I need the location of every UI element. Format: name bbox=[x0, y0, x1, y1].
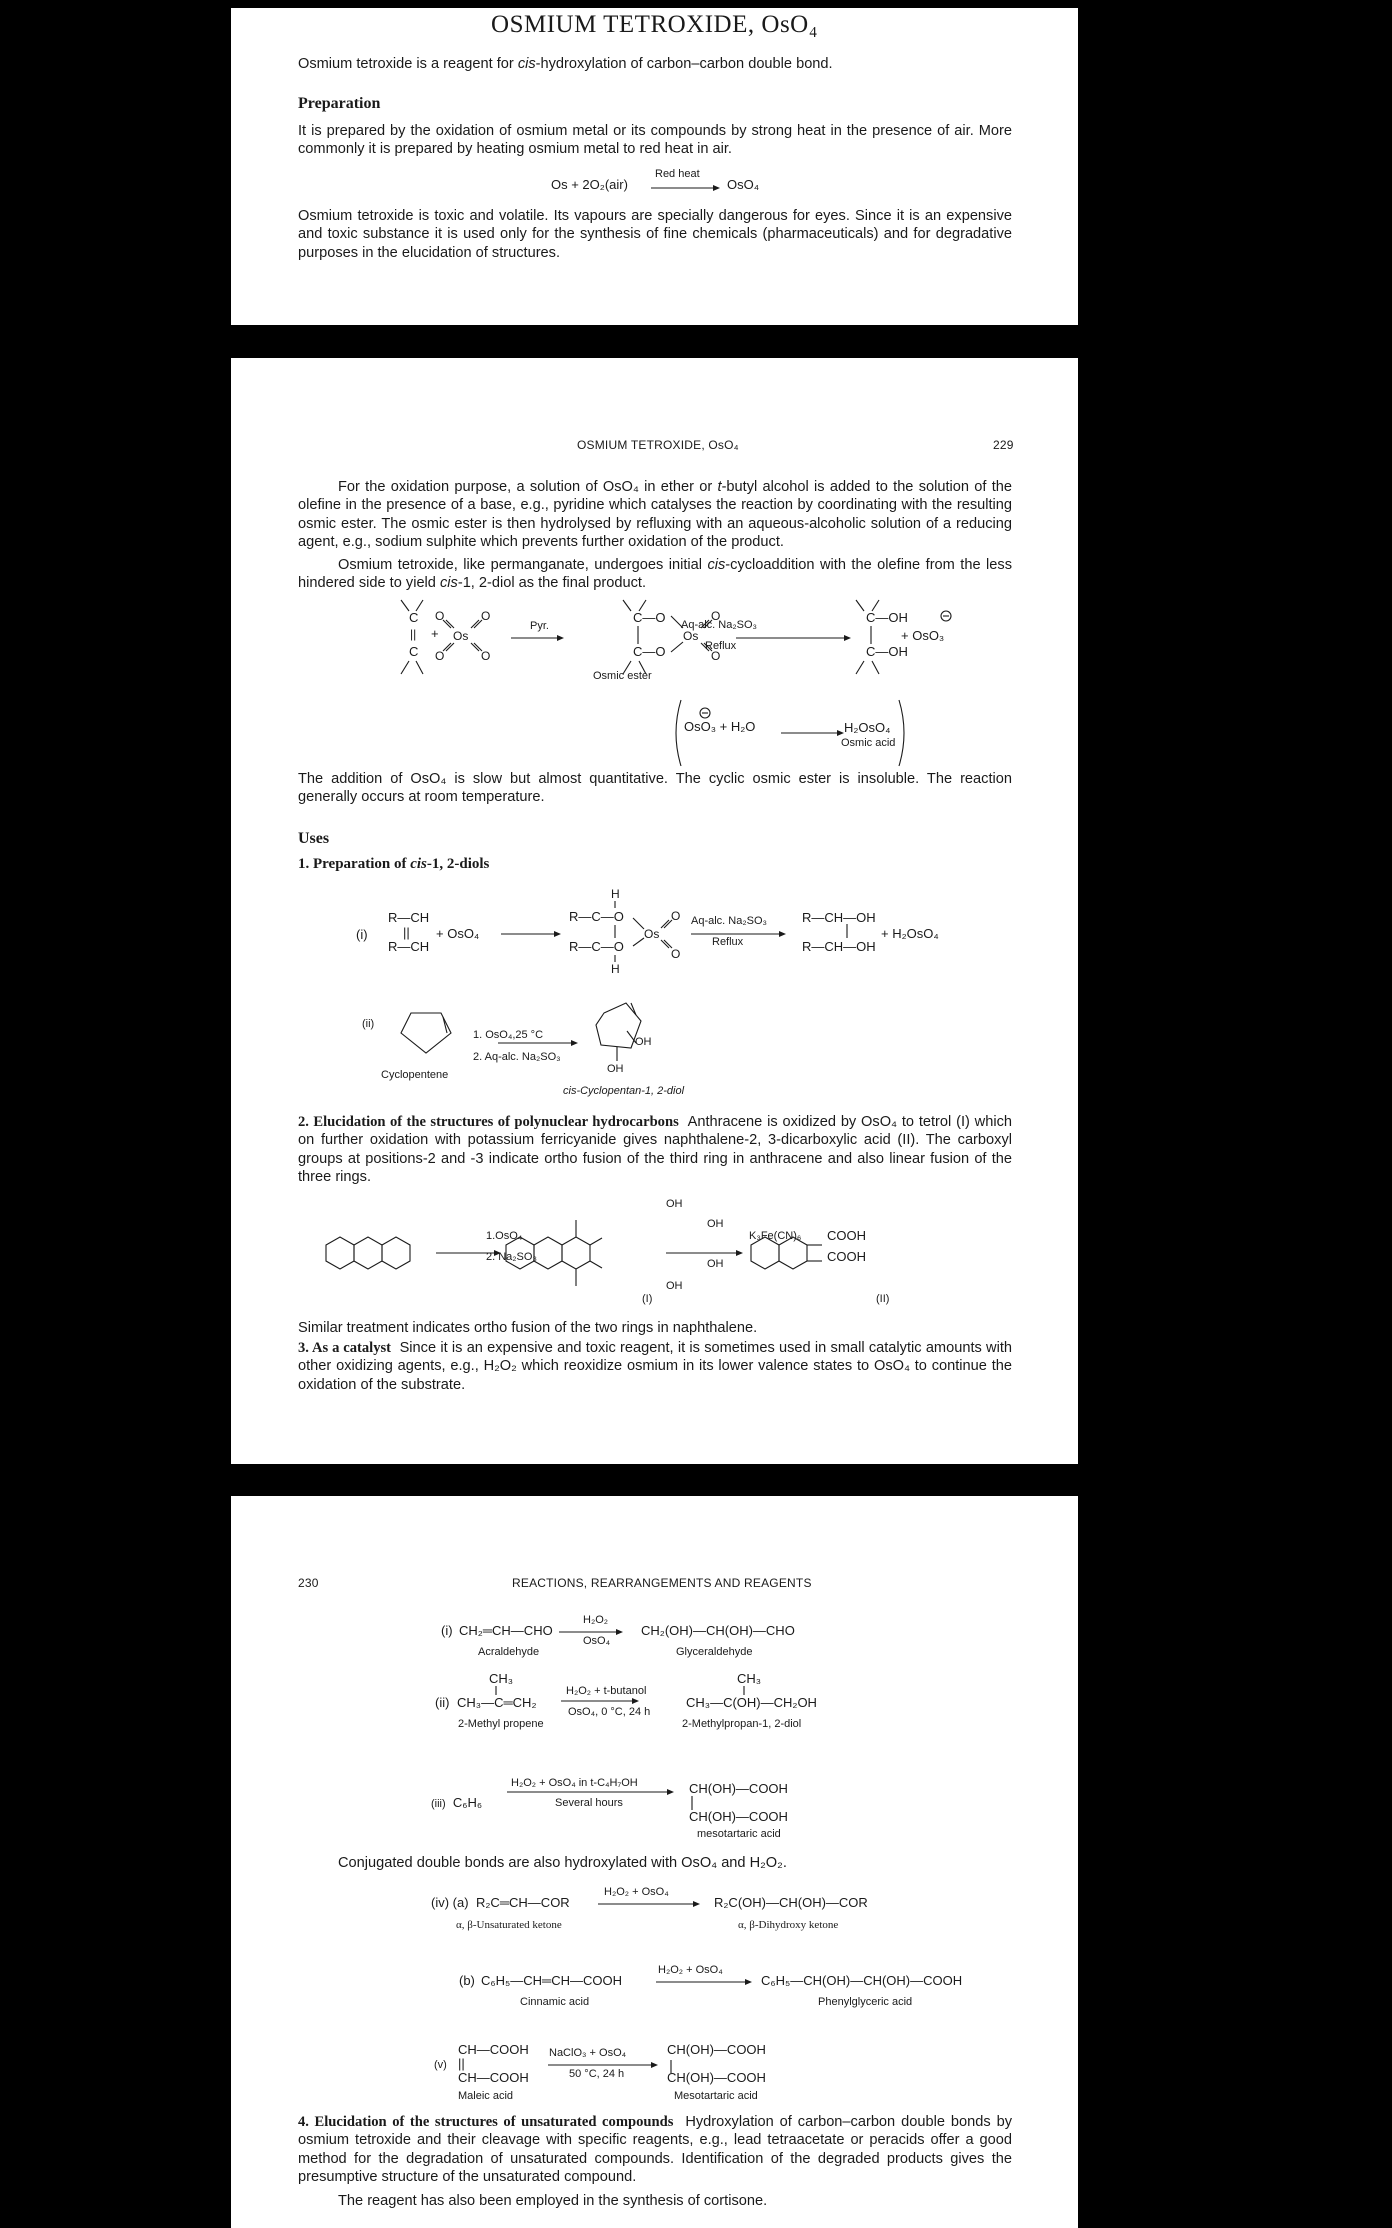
double-bond: || bbox=[458, 2056, 465, 2071]
rxn-v-label: (v) bbox=[434, 2059, 447, 2071]
conjugated-text: Conjugated double bonds are also hydroxylated with OsO₄ and H₂O₂. bbox=[338, 1855, 787, 1871]
rxn-iii-top: H₂O₂ + OsO₄ in t-C₄H₇OH bbox=[511, 1777, 638, 1789]
rxn-ii-bottom: OsO₄, 0 °C, 24 h bbox=[568, 1706, 651, 1718]
svg-text:C: C bbox=[409, 610, 419, 625]
osmium-trioxide-byproduct: + OsO₃ bbox=[901, 628, 945, 643]
alkene-bottom: R—CH bbox=[388, 939, 430, 954]
svg-text:Os: Os bbox=[453, 629, 469, 643]
glyceraldehyde-label: Glyceraldehyde bbox=[676, 1646, 753, 1658]
oh-label: OH bbox=[666, 1198, 683, 1210]
rxn-iv-b-reactant: C₆H₅—CH═CH—COOH bbox=[481, 1973, 623, 1988]
dihydroxy-ketone-label: α, β-Dihydroxy ketone bbox=[738, 1919, 839, 1931]
hydrolysis-left: OsO₃ + H₂O bbox=[684, 719, 756, 734]
equation-right: OsO₄ bbox=[727, 177, 760, 192]
cooh-label: COOH bbox=[827, 1249, 866, 1264]
svg-text:+: + bbox=[431, 626, 439, 641]
cyclopentan-diol-label: cis-Cyclopentan-1, 2-diol bbox=[563, 1085, 685, 1097]
unsaturated-ketone-label: α, β-Unsaturated ketone bbox=[456, 1919, 562, 1931]
use1-conditions: Aq-alc. Na₂SO₃ bbox=[691, 915, 767, 927]
use1-reflux: Reflux bbox=[712, 936, 744, 948]
cyclopentene-label: Cyclopentene bbox=[381, 1069, 449, 1081]
use1-heading: 1. Preparation of cis-1, 2-diols bbox=[298, 856, 490, 872]
methylpropan-diol-label: 2-Methylpropan-1, 2-diol bbox=[682, 1718, 802, 1730]
svg-text:C—OH: C—OH bbox=[866, 610, 908, 625]
oh-label: OH bbox=[635, 1036, 652, 1048]
label-i: (i) bbox=[356, 927, 368, 942]
cooh-label: COOH bbox=[827, 1228, 866, 1243]
rxn-v-product-top: CH(OH)—COOH bbox=[667, 2042, 766, 2057]
equation-left: Os + 2O₂(air) bbox=[551, 177, 628, 192]
equation-condition: Red heat bbox=[655, 168, 700, 180]
svg-text:C—O: C—O bbox=[633, 610, 666, 625]
use3-paragraph: 3. As a catalyst Since it is an expensive and toxic reagent, it is sometimes used in small catalytic amounts with other oxidizing agents, e.g., H₂O₂ which reoxidize osmium in its lower valence states to OsO₄ to continue the oxidation of the substrate. bbox=[298, 1340, 1013, 1393]
svg-text:O: O bbox=[711, 609, 721, 623]
rxn-i-top: H₂O₂ bbox=[583, 1614, 609, 1626]
svg-text:H: H bbox=[611, 887, 620, 901]
phenylglyceric-acid-label: Phenylglyceric acid bbox=[818, 1996, 913, 2008]
methyl-label: CH₃ bbox=[489, 1671, 514, 1686]
oh-label: OH bbox=[666, 1280, 683, 1292]
rxn-i-bottom: OsO₄ bbox=[583, 1635, 611, 1647]
cortisone-text: The reagent has also been employed in the synthesis of cortisone. bbox=[338, 2193, 768, 2209]
svg-text:||: || bbox=[410, 627, 417, 641]
running-head: REACTIONS, REARRANGEMENTS AND REAGENTS bbox=[512, 1576, 812, 1590]
mesotartaric-label: mesotartaric acid bbox=[697, 1828, 781, 1840]
double-bond: || bbox=[403, 925, 410, 940]
intro-text: Osmium tetroxide is a reagent for cis-hydroxylation of carbon–carbon double bond. bbox=[298, 56, 833, 72]
svg-text:C: C bbox=[409, 644, 419, 659]
rxn-ii-label: (ii) bbox=[435, 1695, 450, 1710]
acraldehyde-label: Acraldehyde bbox=[478, 1646, 540, 1658]
cinnamic-acid-label: Cinnamic acid bbox=[520, 1996, 590, 2008]
scheme2-step2: 2. Na₂SO₃ bbox=[486, 1251, 537, 1263]
diacid-label: (II) bbox=[876, 1293, 890, 1305]
maleic-acid-label: Maleic acid bbox=[458, 2090, 514, 2102]
running-head: OSMIUM TETROXIDE, OsO₄ bbox=[577, 438, 739, 452]
osmic-acid-formula: H₂OsO₄ bbox=[844, 720, 891, 735]
label-ii: (ii) bbox=[362, 1018, 375, 1030]
step1-label: 1. OsO₄,25 °C bbox=[473, 1029, 544, 1041]
diol-top: R—CH—OH bbox=[802, 910, 876, 925]
reflux-label: Reflux bbox=[705, 640, 737, 652]
page-title: OSMIUM TETROXIDE, OsO₄ bbox=[491, 11, 818, 38]
paragraph-addition: The addition of OsO₄ is slow but almost quantitative. The cyclic osmic ester is insoluble. The reaction generally occurs at room temperature. bbox=[298, 771, 1012, 806]
svg-text:O: O bbox=[435, 609, 445, 623]
mesotartaric-acid-label: Mesotartaric acid bbox=[674, 2090, 758, 2102]
use1-scheme bbox=[501, 878, 1021, 978]
svg-text:O: O bbox=[671, 947, 681, 961]
scheme2-reagent: K₃Fe(CN)₆ bbox=[749, 1230, 802, 1242]
page-number: 229 bbox=[993, 438, 1014, 452]
rxn-iii-label: (iii) C₆H₆ bbox=[431, 1795, 483, 1810]
rxn-iv-b-label: (b) bbox=[459, 1973, 475, 1988]
diol-bottom: R—CH—OH bbox=[802, 939, 876, 954]
rxn-ii-top: H₂O₂ + t-butanol bbox=[566, 1685, 647, 1697]
page-1 bbox=[231, 8, 1078, 325]
rxn-iv-b-product: C₆H₅—CH(OH)—CH(OH)—COOH bbox=[761, 1973, 963, 1988]
reagent-label: Aq-alc. Na₂SO₃ bbox=[681, 619, 757, 631]
osmic-ester-label: Osmic ester bbox=[593, 670, 652, 682]
svg-text:O: O bbox=[481, 649, 491, 663]
svg-text:R—C—O: R—C—O bbox=[569, 909, 624, 924]
rxn-iv-a-label: (iv) (a) bbox=[431, 1895, 469, 1910]
preparation-heading: Preparation bbox=[298, 95, 381, 112]
preparation-text: It is prepared by the oxidation of osmium metal or its compounds by strong heat in the presence of air. More commonly it is prepared by heating osmium metal to red heat in air. bbox=[298, 123, 1012, 158]
scheme2-step1: 1.OsO₄ bbox=[486, 1230, 523, 1242]
paragraph-oxidation: For the oxidation purpose, a solution of OsO₄ in ether or t-butyl alcohol is added to the solution of the olefine in the presence of a base, e.g., pyridine which catalyses the reaction by coordinating with the resulting osmic ester. The osmic ester is then hydrolysed by refluxing with an aqueous-alcoholic solution of a reducing agent, e.g., sodium sulphite which prevents further oxidation of the product. bbox=[298, 479, 1012, 550]
rxn-v-product-bottom: CH(OH)—COOH bbox=[667, 2070, 766, 2085]
rxn-i-reactant: CH₂═CH—CHO bbox=[459, 1623, 553, 1638]
rxn-iii-product-top: CH(OH)—COOH bbox=[689, 1781, 788, 1796]
rxn-ii-reactant: CH₃—C═CH₂ bbox=[457, 1695, 537, 1710]
svg-text:O: O bbox=[481, 609, 491, 623]
oh-label: OH bbox=[707, 1258, 724, 1270]
methyl-propene-label: 2-Methyl propene bbox=[458, 1718, 544, 1730]
rxn-v-reactant-top: CH—COOH bbox=[458, 2042, 529, 2057]
oh-label: OH bbox=[607, 1063, 624, 1075]
use4-paragraph: 4. Elucidation of the structures of unsaturated compounds Hydroxylation of carbon–carbon double bonds by osmium tetroxide and their cleavage with specific reagents, e.g., lead tetraacetate or peracids offer a good method for the degradation of unsaturated compounds. Identification of the degraded products gives the presumptive structure of the unsaturated compound. bbox=[298, 2114, 1013, 2185]
svg-text:H: H bbox=[611, 962, 620, 976]
paragraph-cycloaddition: Osmium tetroxide, like permanganate, undergoes initial cis-cycloaddition with the olefine from the less hindered side to yield cis-1, 2-diol as the final product. bbox=[298, 557, 1012, 592]
rxn-iv-a-top: H₂O₂ + OsO₄ bbox=[604, 1886, 669, 1898]
rxn-iii-product-bottom: CH(OH)—COOH bbox=[689, 1809, 788, 1824]
tetrol-label: (I) bbox=[642, 1293, 653, 1305]
rxn-i-label: (i) bbox=[441, 1623, 453, 1638]
svg-text:O: O bbox=[671, 909, 681, 923]
similar-text: Similar treatment indicates ortho fusion of the two rings in naphthalene. bbox=[298, 1320, 758, 1336]
page-2 bbox=[231, 358, 1078, 1464]
scheme-osmic-ester bbox=[391, 598, 951, 678]
rxn-iv-b-top: H₂O₂ + OsO₄ bbox=[658, 1964, 723, 1976]
svg-text:O: O bbox=[711, 649, 721, 663]
use2-paragraph: 2. Elucidation of the structures of polynuclear hydrocarbons Anthracene is oxidized by OsO₄ to tetrol (I) which on further oxidation with potassium ferricyanide gives naphthalene-2, 3-dicarboxylic acid (II). The carboxyl groups at positions-2 and -3 indicate ortho fusion of the third ring in anthracene and also linear fusion of the three rings. bbox=[298, 1114, 1012, 1185]
toxicity-text: Osmium tetroxide is toxic and volatile. Its vapours are specially dangerous for eyes. Since it is an expensive and toxic substance it is used only for the synthesis of fine chemicals (pharmaceuticals) and for degradative purposes in the elucidation of structures. bbox=[298, 208, 1012, 261]
alkene-top: R—CH bbox=[388, 910, 430, 925]
rxn-v-reactant-bottom: CH—COOH bbox=[458, 2070, 529, 2085]
step2-label: 2. Aq-alc. Na₂SO₃ bbox=[473, 1051, 561, 1063]
svg-text:R—C—O: R—C—O bbox=[569, 939, 624, 954]
rxn-iii-bottom: Several hours bbox=[555, 1797, 623, 1809]
oh-label: OH bbox=[707, 1218, 724, 1230]
rxn-v-top: NaClO₃ + OsO₄ bbox=[549, 2047, 627, 2059]
reaction-arrow bbox=[651, 184, 721, 192]
osmic-acid-byproduct: + H₂OsO₄ bbox=[881, 926, 939, 941]
pyridine-label: Pyr. bbox=[530, 620, 549, 632]
svg-text:C—OH: C—OH bbox=[866, 644, 908, 659]
svg-text:O: O bbox=[435, 649, 445, 663]
page-3 bbox=[231, 1496, 1078, 2228]
rxn-v-bottom: 50 °C, 24 h bbox=[569, 2068, 625, 2080]
rxn-iv-a-product: R₂C(OH)—CH(OH)—COR bbox=[714, 1895, 868, 1910]
rxn-ii-product: CH₃—C(OH)—CH₂OH bbox=[686, 1695, 817, 1710]
svg-text:Os: Os bbox=[683, 629, 699, 643]
methyl-label: CH₃ bbox=[737, 1671, 762, 1686]
page-number: 230 bbox=[298, 1576, 319, 1590]
rxn-iv-a-reactant: R₂C═CH—COR bbox=[476, 1895, 570, 1910]
svg-text:Os: Os bbox=[644, 927, 660, 941]
osmic-acid-label: Osmic acid bbox=[841, 737, 896, 749]
rxn-i-product: CH₂(OH)—CH(OH)—CHO bbox=[641, 1623, 795, 1638]
svg-text:C—O: C—O bbox=[633, 644, 666, 659]
uses-heading: Uses bbox=[298, 830, 330, 847]
osmium-reagent: + OsO₄ bbox=[436, 926, 480, 941]
